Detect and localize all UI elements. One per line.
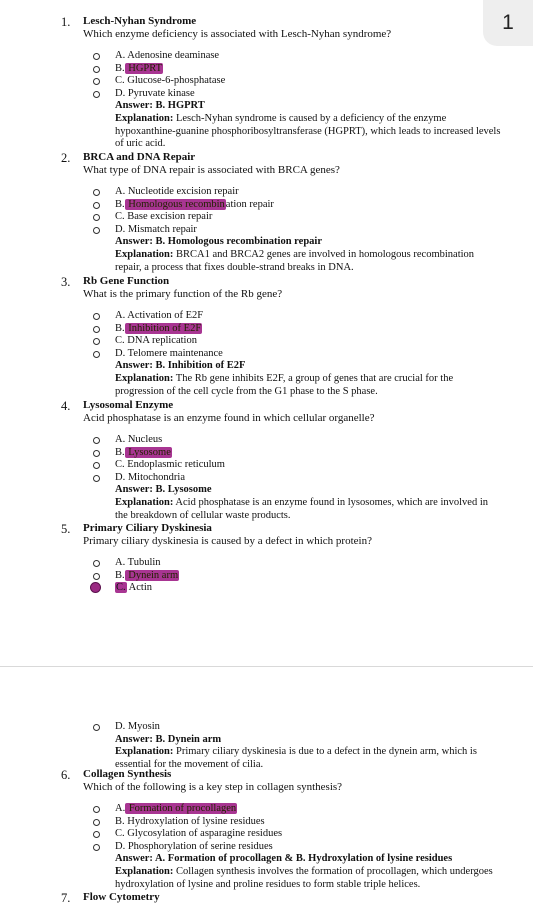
radio-bullet[interactable] — [93, 214, 100, 221]
radio-bullet[interactable] — [93, 189, 100, 196]
option-c[interactable]: C. Base excision repair — [83, 211, 501, 224]
option-d[interactable]: D. Phosphorylation of serine residues — [83, 841, 501, 854]
option-c[interactable]: C. Actin — [83, 582, 501, 595]
highlighted-text: Homologous recombin — [125, 198, 225, 210]
radio-bullet[interactable] — [93, 806, 100, 813]
radio-bullet[interactable] — [93, 560, 100, 567]
option-b[interactable]: B. Dynein arm — [83, 570, 501, 583]
radio-bullet[interactable] — [93, 313, 100, 320]
question-1 — [61, 15, 501, 151]
explanation: Explanation: Acid phosphatase is an enzyme found in lysosomes, which are involved in the breakdown of cellular waste products. — [115, 496, 489, 521]
answer: Answer: A. Formation of procollagen & B. Hydroxylation of lysine residues — [115, 853, 453, 865]
answer: Answer: B. Homologous recombination repair — [115, 236, 322, 248]
question-7 — [61, 891, 501, 904]
radio-bullet[interactable] — [93, 819, 100, 826]
option-a[interactable]: A. Activation of E2F — [83, 310, 501, 323]
question-2 — [61, 151, 501, 274]
radio-bullet[interactable] — [93, 573, 100, 580]
question-title: Lysosomal Enzyme — [83, 399, 174, 411]
radio-bullet[interactable] — [93, 462, 100, 469]
question-title: BRCA and DNA Repair — [83, 151, 196, 163]
radio-bullet[interactable] — [93, 831, 100, 838]
question-title: Rb Gene Function — [83, 275, 170, 287]
question-number: 3. — [61, 275, 71, 289]
option-a[interactable]: A. Nucleotide excision repair — [83, 186, 501, 199]
option-b[interactable]: B. HGPRT — [83, 63, 501, 76]
question-text: What type of DNA repair is associated with BRCA genes? — [83, 164, 340, 176]
options-list — [83, 434, 501, 484]
highlighted-text: Dynein arm — [125, 569, 179, 581]
answer: Answer: B. Dynein arm — [115, 733, 222, 745]
highlighted-text: Inhibition of E2F — [125, 322, 202, 334]
question-number: 5. — [61, 522, 71, 536]
question-5-continued — [61, 721, 501, 771]
question-text: What is the primary function of the Rb gene? — [83, 288, 283, 300]
option-b[interactable]: B. Homologous recombination repair — [83, 199, 501, 212]
option-c[interactable]: C. Glucose-6-phosphatase — [83, 75, 501, 88]
question-number: 2. — [61, 151, 71, 165]
explanation: Explanation: Collagen synthesis involves the formation of procollagen, which undergoes hydroxylation of lysine and proline residues to form stable triple helices. — [115, 865, 493, 890]
question-5 — [61, 522, 501, 595]
radio-bullet[interactable] — [93, 351, 100, 358]
options-list — [83, 557, 501, 595]
explanation: Explanation: Primary ciliary dyskinesia is due to a defect in the dynein arm, which is essential for the movement of cilia. — [115, 746, 477, 770]
question-number: 1. — [61, 15, 71, 29]
option-d[interactable]: D. Mitochondria — [83, 472, 501, 485]
radio-bullet[interactable] — [93, 475, 100, 482]
question-text: Which enzyme deficiency is associated with Lesch-Nyhan syndrome? — [83, 28, 392, 40]
option-b[interactable]: B. Lysosome — [83, 447, 501, 460]
option-a[interactable]: A. Adenosine deaminase — [83, 50, 501, 63]
question-number: 7. — [61, 891, 71, 905]
option-b[interactable]: B. Hydroxylation of lysine residues — [83, 816, 501, 829]
option-c[interactable]: C. Glycosylation of asparagine residues — [83, 828, 501, 841]
options-list — [83, 186, 501, 236]
radio-bullet[interactable] — [93, 66, 100, 73]
explanation: Explanation: BRCA1 and BRCA2 genes are involved in homologous recombination repair, a process that fixes double-strand breaks in DNA. — [115, 248, 475, 273]
question-title: Lesch-Nyhan Syndrome — [83, 15, 197, 27]
answer: Answer: B. HGPRT — [115, 100, 205, 112]
question-6 — [61, 768, 501, 891]
options-list — [83, 50, 501, 100]
highlighted-text: Formation of procollagen — [126, 803, 237, 814]
question-text: Which of the following is a key step in collagen synthesis? — [83, 781, 343, 793]
option-a[interactable]: A. Nucleus — [83, 434, 501, 447]
question-4 — [61, 399, 501, 522]
option-c[interactable]: C. DNA replication — [83, 335, 501, 348]
radio-bullet[interactable] — [93, 844, 100, 851]
radio-bullet[interactable] — [93, 227, 100, 234]
page-number-badge: 1 — [483, 0, 533, 46]
radio-bullet-marked[interactable] — [90, 582, 101, 593]
question-title: Flow Cytometry — [83, 891, 160, 903]
explanation: Explanation: Lesch-Nyhan syndrome is caused by a deficiency of the enzyme hypoxanthine-guanine phosphoribosyltransferase (HGPRT), which leads to increased levels of uric acid. — [115, 112, 501, 150]
explanation: Explanation: The Rb gene inhibits E2F, a group of genes that are crucial for the progression of the cell cycle from the G1 phase to the S phase. — [115, 372, 454, 397]
page-divider — [0, 666, 533, 667]
highlighted-text: HGPRT — [125, 62, 163, 74]
option-d[interactable]: D. Myosin — [83, 721, 501, 734]
radio-bullet[interactable] — [93, 202, 100, 209]
question-text: Acid phosphatase is an enzyme found in which cellular organelle? — [83, 412, 375, 424]
radio-bullet[interactable] — [93, 326, 100, 333]
radio-bullet[interactable] — [93, 338, 100, 345]
options-list — [83, 310, 501, 360]
radio-bullet[interactable] — [93, 437, 100, 444]
answer: Answer: B. Lysosome — [115, 484, 212, 496]
question-number: 4. — [61, 399, 71, 413]
radio-bullet[interactable] — [93, 91, 100, 98]
radio-bullet[interactable] — [93, 724, 100, 731]
radio-bullet[interactable] — [93, 53, 100, 60]
option-b[interactable]: B. Inhibition of E2F — [83, 323, 501, 336]
option-d[interactable]: D. Telomere maintenance — [83, 348, 501, 361]
option-d[interactable]: D. Pyruvate kinase — [83, 88, 501, 101]
answer: Answer: B. Inhibition of E2F — [115, 360, 246, 372]
options-list — [83, 803, 501, 853]
question-3 — [61, 275, 501, 398]
option-a[interactable]: A. Formation of procollagen — [83, 803, 501, 816]
options-list — [83, 721, 501, 734]
option-c[interactable]: C. Endoplasmic reticulum — [83, 459, 501, 472]
question-title: Collagen Synthesis — [83, 768, 172, 780]
question-title: Primary Ciliary Dyskinesia — [83, 522, 212, 534]
option-a[interactable]: A. Tubulin — [83, 557, 501, 570]
document-page-2 — [0, 668, 533, 908]
radio-bullet[interactable] — [93, 450, 100, 457]
option-d[interactable]: D. Mismatch repair — [83, 224, 501, 237]
highlighted-text: C. — [116, 582, 126, 594]
highlighted-text: Lysosome — [125, 446, 171, 458]
radio-bullet[interactable] — [93, 78, 100, 85]
question-number: 6. — [61, 768, 71, 782]
question-text: Primary ciliary dyskinesia is caused by a defect in which protein? — [83, 535, 372, 547]
